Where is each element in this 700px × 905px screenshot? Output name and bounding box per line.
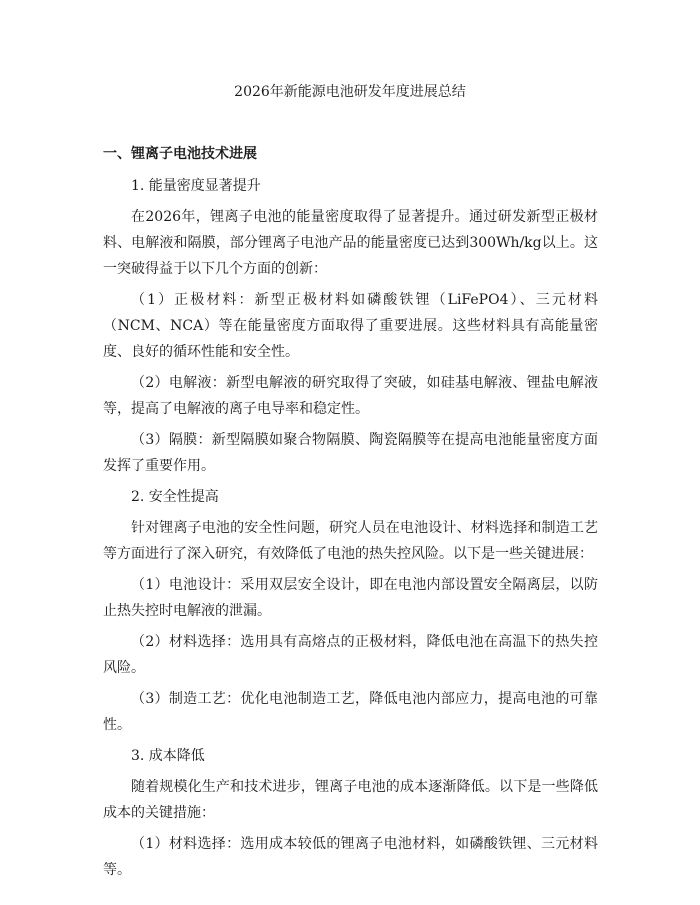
paragraph-cost-intro: 随着规模化生产和技术进步，锂离子电池的成本逐渐降低。以下是一些降低成本的关键措施： [103,779,598,821]
paragraph-manufacturing: （3）制造工艺：优化电池制造工艺，降低电池内部应力，提高电池的可靠性。 [103,691,598,733]
paragraph-cathode-materials: （1）正极材料：新型正极材料如磷酸铁锂（LiFePO4）、三元材料（NCM、NCA）等在能量密度方面取得了重要进展。这些材料具有高能量密度、良好的循环性能和安全性。 [103,292,598,360]
paragraph-energy-intro: 在2026年，锂离子电池的能量密度取得了显著提升。通过研发新型正极材料、电解液和隔膜，部分锂离子电池产品的能量密度已达到300Wh/kg以上。这一突破得益于以下几个方面的创新： [103,209,598,277]
document-title: 2026年新能源电池研发年度进展总结 [234,84,466,100]
paragraph-separator: （3）隔膜：新型隔膜如聚合物隔膜、陶瓷隔膜等在提高电池能量密度方面发挥了重要作用。 [103,432,598,474]
paragraph-battery-design: （1）电池设计：采用双层安全设计，即在电池内部设置安全隔离层，以防止热失控时电解液的泄漏。 [103,577,598,619]
subsection-heading-energy-density: 1. 能量密度显著提升 [131,178,261,194]
paragraph-safety-intro: 针对锂离子电池的安全性问题，研究人员在电池设计、材料选择和制造工艺等方面进行了深入研究，有效降低了电池的热失控风险。以下是一些关键进展： [103,520,598,562]
section-heading: 一、锂离子电池技术进展 [103,146,257,162]
subsection-heading-cost: 3. 成本降低 [131,748,205,764]
document-body [103,173,598,888]
paragraph-cost-materials: （1）材料选择：选用成本较低的锂离子电池材料，如磷酸铁锂、三元材料等。 [103,836,598,878]
subsection-heading-safety: 2. 安全性提高 [131,489,219,505]
paragraph-electrolyte: （2）电解液：新型电解液的研究取得了突破，如硅基电解液、锂盐电解液等，提高了电解液的离子电导率和稳定性。 [103,375,598,417]
paragraph-material-selection: （2）材料选择：选用具有高熔点的正极材料，降低电池在高温下的热失控风险。 [103,634,598,676]
